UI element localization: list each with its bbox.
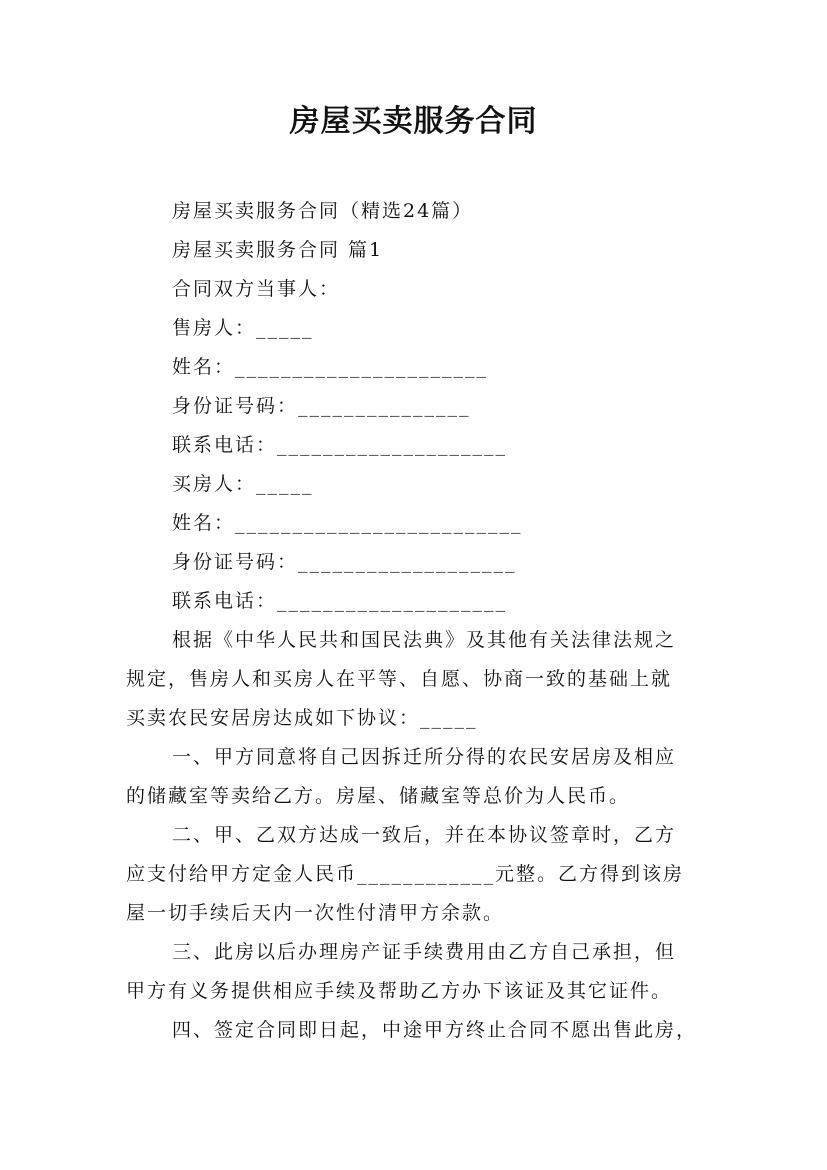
clause-4-line: 四、签定合同即日起，中途甲方终止合同不愿出售此房， <box>172 1019 698 1041</box>
paragraph-line: 规定，售房人和买房人在平等、自愿、协商一致的基础上就 <box>126 668 673 690</box>
seller-label: 售房人：_____ <box>172 317 314 339</box>
paragraph-line: 根据《中华人民共和国民法典》及其他有关法律法规之 <box>172 629 677 651</box>
buyer-phone-field: 联系电话：____________________ <box>172 590 508 612</box>
clause-1-line: 一、甲方同意将自己因拆迁所分得的农民安居房及相应 <box>172 746 677 768</box>
buyer-name-field: 姓名：_________________________ <box>172 512 523 534</box>
section-heading: 房屋买卖服务合同 篇1 <box>172 239 384 261</box>
paragraph-line: 买卖农民安居房达成如下协议：_____ <box>126 707 478 729</box>
seller-name-field: 姓名：______________________ <box>172 356 489 378</box>
clause-2-line: 二、甲、乙双方达成一致后，并在本协议签章时，乙方 <box>172 824 677 846</box>
clause-3-line: 三、此房以后办理房产证手续费用由乙方自己承担，但 <box>172 941 677 963</box>
subtitle-line: 房屋买卖服务合同（精选24篇） <box>172 200 474 222</box>
buyer-label: 买房人：_____ <box>172 473 314 495</box>
document-title: 房屋买卖服务合同 <box>289 104 538 139</box>
clause-3-line: 甲方有义务提供相应手续及帮助乙方办下该证及其它证件。 <box>126 980 673 1002</box>
clause-2-line: 屋一切手续后天内一次性付清甲方余款。 <box>126 902 505 924</box>
seller-phone-field: 联系电话：____________________ <box>172 434 508 456</box>
clause-2-line: 应支付给甲方定金人民币____________元整。乙方得到该房 <box>126 863 685 885</box>
seller-id-field: 身份证号码：_______________ <box>172 395 471 417</box>
buyer-id-field: 身份证号码：___________________ <box>172 551 517 573</box>
parties-heading: 合同双方当事人： <box>172 278 341 300</box>
clause-1-line: 的储藏室等卖给乙方。房屋、储藏室等总价为人民币。 <box>126 785 631 807</box>
